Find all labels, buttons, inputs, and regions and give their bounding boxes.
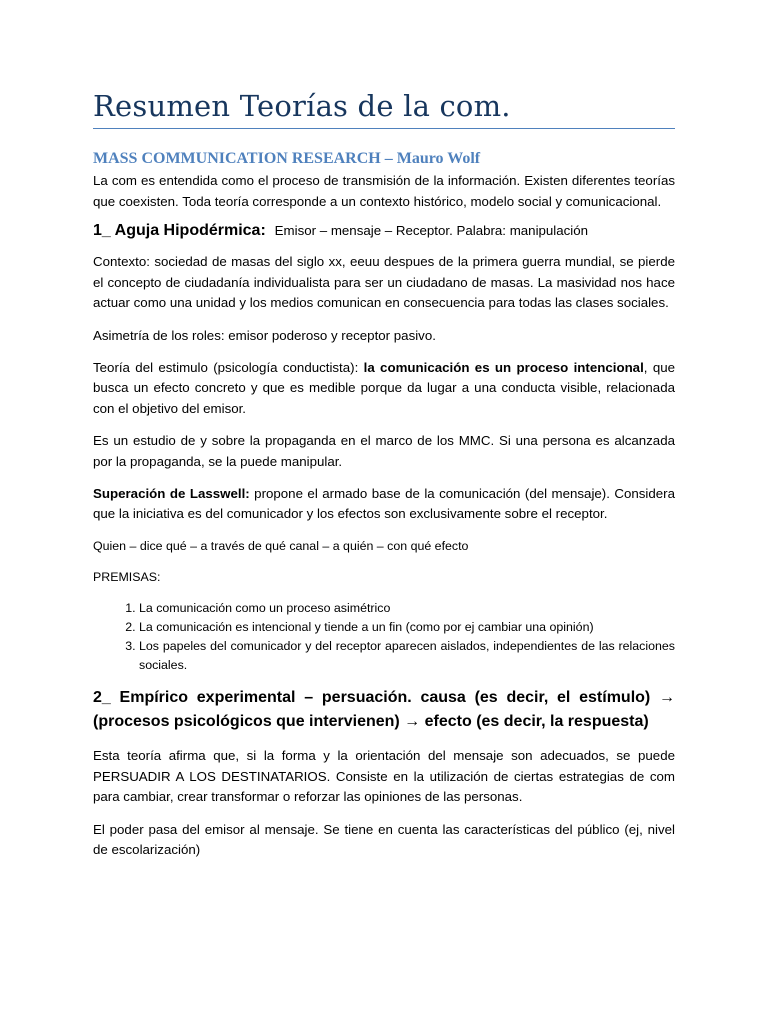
teoria-estimulo-rest: , que busca un efecto concreto y que es medible porque da lugar a una conducta visible, relacionada con el objetivo del emisor. [93, 359, 676, 416]
document-body [93, 171, 675, 861]
teoria-estimulo-lead: Teoría del estimulo (psicología conductista): [93, 359, 364, 375]
document-subtitle: MASS COMMUNICATION RESEARCH – Mauro Wolf [93, 150, 481, 167]
teoria-estimulo-paragraph [93, 358, 675, 420]
contexto-paragraph: Contexto: sociedad de masas del siglo xx, eeuu despues de la primera guerra mundial, se pierde el concepto de ciudadanía individualista para ser un ciudadano de masas. La masividad nos hace actuar como una unidad y los medios comunican en consecuencia para todas las clases sociales. [93, 254, 675, 311]
section1-heading-tail: Emisor – mensaje – Receptor. Palabra: manipulación [274, 223, 589, 239]
list-item: 2. La comunicación es intencional y tiende a un fin (como por ej cambiar una opinión) [139, 618, 675, 637]
premisas-list [93, 599, 675, 675]
lasswell-text: propone el armado base de la comunicación (del mensaje). Considera que la iniciativa es del comunicador y los efectos son exclusivamente sobre el receptor. [93, 485, 675, 522]
propaganda-paragraph: Es un estudio de y sobre la propaganda en el marco de los MMC. Si una persona es alcanzada por la propaganda, se la puede manipular. [93, 433, 675, 469]
section2-heading: 2_ Empírico experimental – persuación. causa (es decir, el estímulo) → (procesos psicológicos que intervienen) → efecto (es decir, la respuesta) [93, 688, 675, 731]
section1-heading [93, 220, 675, 242]
premisas-label: PREMISAS: [93, 570, 161, 585]
lasswell-formula: Quien – dice qué – a través de qué canal – a quién – con qué efecto [93, 538, 469, 553]
poder-paragraph: El poder pasa del emisor al mensaje. Se tiene en cuenta las características del público (ej, nivel de escolarización) [93, 821, 675, 858]
intro-paragraph: La com es entendida como el proceso de transmisión de la información. Existen diferentes teorías que coexisten. Toda teoría corresponde a un contexto histórico, modelo social y comunicacional. [93, 173, 675, 209]
persuasion-paragraph: Esta teoría afirma que, si la forma y la orientación del mensaje son adecuados, se puede PERSUADIR A LOS DESTINATARIOS. Consiste en la utilización de ciertas estrategias de com para cambiar, crear transformar o reforzar las opiniones de las personas. [93, 747, 675, 805]
page-title: Resumen Teorías de la com. [93, 89, 511, 123]
list-item: 1. La comunicación como un proceso asimétrico [139, 599, 675, 618]
teoria-estimulo-emphasis: la comunicación es un proceso intencional [363, 359, 644, 375]
asimetria-paragraph: Asimetría de los roles: emisor poderoso y receptor pasivo. [93, 327, 436, 343]
title-underline [93, 128, 675, 129]
lasswell-label: Superación de Lasswell: [93, 485, 250, 501]
list-item: 3. Los papeles del comunicador y del receptor aparecen aislados, independientes de las relaciones sociales. [139, 637, 675, 675]
section1-heading-title: 1_ Aguja Hipodérmica: [93, 222, 266, 240]
lasswell-paragraph [93, 484, 675, 525]
